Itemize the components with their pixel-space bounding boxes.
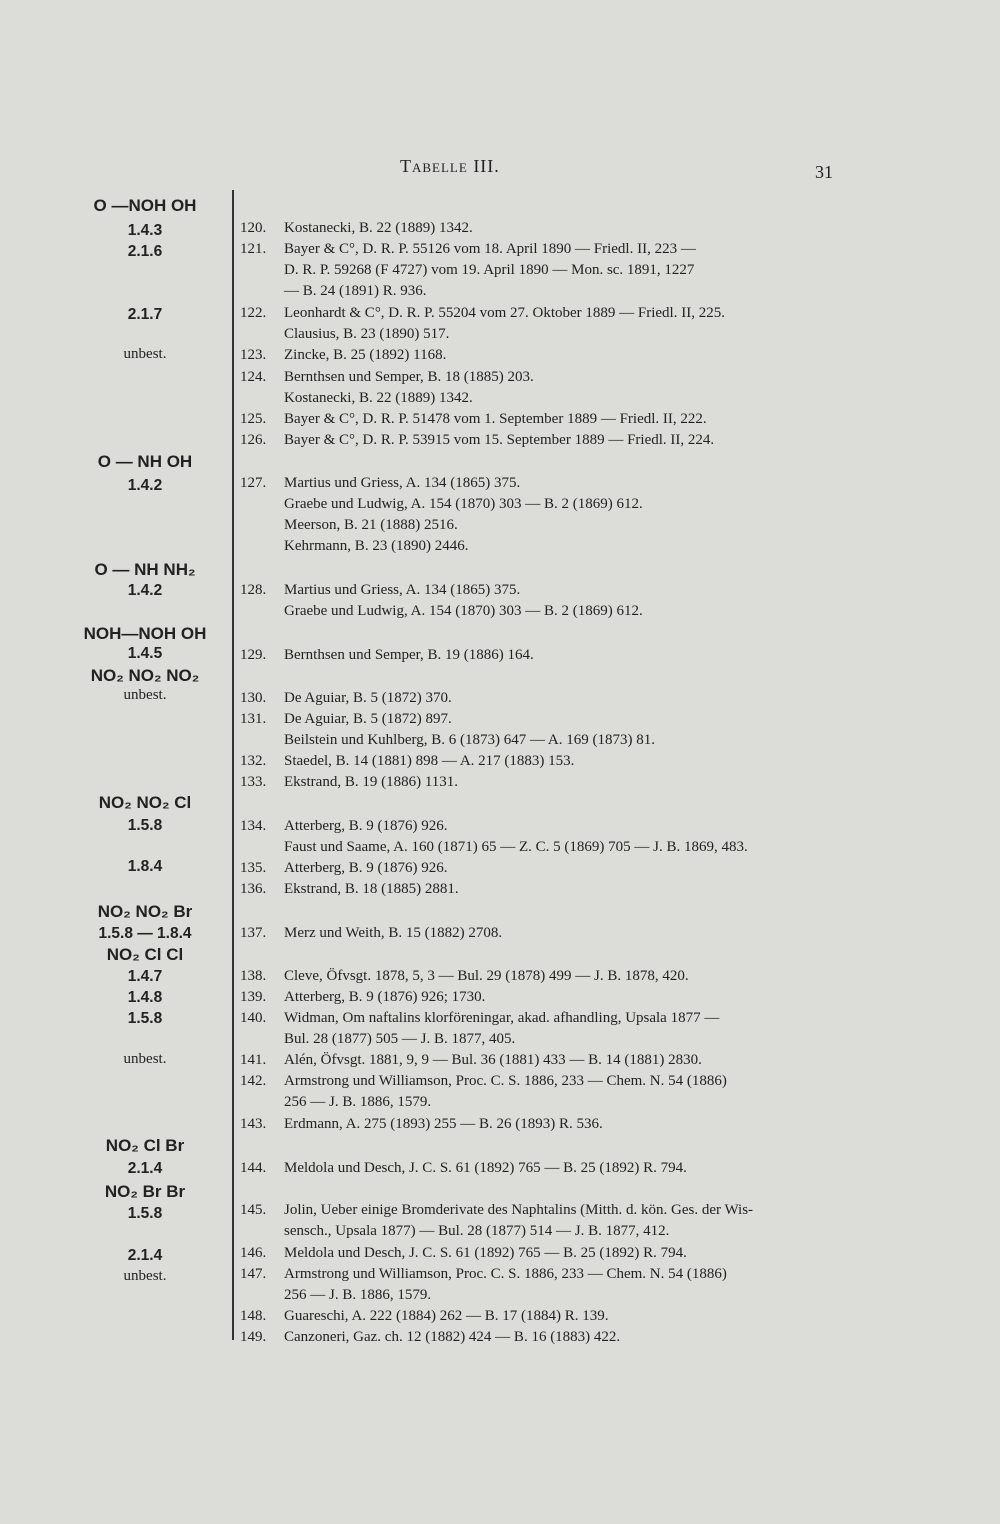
- reference-text: Ekstrand, B. 19 (1886) 1131.: [284, 774, 459, 790]
- reference-number: 145.: [240, 1202, 267, 1218]
- formula-entry: unbest.: [123, 1268, 167, 1284]
- reference-entry: [240, 688, 840, 709]
- table-title: [400, 156, 500, 177]
- reference-text: Graebe und Ludwig, A. 154 (1870) 303 — B. 2 (1869) 612.: [284, 496, 643, 512]
- formula-entry: 1.4.5: [127, 645, 163, 662]
- reference-number: 129.: [240, 647, 267, 663]
- reference-entry: [240, 1200, 840, 1242]
- reference-entry: [240, 1008, 840, 1050]
- reference-line: [240, 772, 840, 793]
- reference-text: Cleve, Öfvsgt. 1878, 5, 3 — Bul. 29 (1878) 499 — J. B. 1878, 420.: [284, 968, 689, 984]
- reference-line: [240, 239, 840, 260]
- reference-text: Bul. 28 (1877) 505 — J. B. 1877, 405.: [284, 1031, 516, 1047]
- reference-line: [240, 1008, 840, 1029]
- reference-entry: [240, 645, 840, 666]
- reference-text: De Aguiar, B. 5 (1872) 897.: [284, 711, 452, 727]
- formula-entry: 1.8.4: [127, 858, 163, 875]
- reference-line: [240, 751, 840, 772]
- reference-number: 140.: [240, 1010, 267, 1026]
- reference-line: [240, 987, 840, 1008]
- reference-entry: [240, 1327, 840, 1348]
- reference-entry: [240, 367, 840, 409]
- column-divider: [232, 190, 234, 1340]
- reference-entry: [240, 1264, 840, 1306]
- formula-entry: 1.4.8: [127, 989, 163, 1006]
- reference-text: Jolin, Ueber einige Bromderivate des Naphtalins (Mitth. d. kön. Ges. der Wis-: [284, 1202, 754, 1218]
- reference-text: Martius und Griess, A. 134 (1865) 375.: [284, 582, 521, 598]
- reference-entry: [240, 1306, 840, 1327]
- reference-line: [240, 1200, 840, 1221]
- reference-text: Bayer & C°, D. R. P. 51478 vom 1. September 1889 — Friedl. II, 222.: [284, 411, 707, 427]
- reference-entry: [240, 1071, 840, 1113]
- reference-number: 138.: [240, 968, 267, 984]
- reference-text: Atterberg, B. 9 (1876) 926.: [284, 860, 448, 876]
- formula-entry: 1.5.8 — 1.8.4: [98, 925, 192, 942]
- reference-entry: [240, 409, 840, 430]
- reference-line: [240, 430, 840, 451]
- formula-entry: NO₂ NO₂ Cl: [98, 793, 192, 812]
- reference-entry: [240, 923, 840, 944]
- reference-text: Bayer & C°, D. R. P. 55126 vom 18. April 1890 — Friedl. II, 223 —: [284, 241, 696, 257]
- reference-text: sensch., Upsala 1877) — Bul. 28 (1877) 514 — J. B. 1877, 412.: [284, 1223, 670, 1239]
- reference-number: 149.: [240, 1329, 267, 1345]
- reference-entry: [240, 1050, 840, 1071]
- reference-line: [240, 688, 840, 709]
- reference-number: 132.: [240, 753, 267, 769]
- reference-number: 136.: [240, 881, 267, 897]
- reference-line: [240, 1158, 840, 1179]
- formula-entry: NO₂ Cl Br: [105, 1136, 185, 1155]
- reference-entry: [240, 772, 840, 793]
- reference-text: D. R. P. 59268 (F 4727) vom 19. April 1890 — Mon. sc. 1891, 1227: [284, 262, 695, 278]
- reference-number: 143.: [240, 1116, 267, 1132]
- reference-line: [240, 281, 840, 302]
- formula-entry: NO₂ Cl Cl: [106, 945, 184, 964]
- reference-entry: [240, 580, 840, 622]
- table-title-text: Tabelle III.: [400, 156, 500, 176]
- reference-text: Erdmann, A. 275 (1893) 255 — B. 26 (1893) R. 536.: [284, 1116, 603, 1132]
- reference-entry: [240, 345, 840, 366]
- reference-text: Armstrong und Williamson, Proc. C. S. 1886, 233 — Chem. N. 54 (1886): [284, 1266, 727, 1282]
- reference-number: 131.: [240, 711, 267, 727]
- reference-number: 144.: [240, 1160, 267, 1176]
- page-header: [0, 152, 1000, 182]
- reference-number: 142.: [240, 1073, 267, 1089]
- formula-entry: 2.1.4: [127, 1160, 163, 1177]
- reference-number: 124.: [240, 369, 267, 385]
- reference-text: Meerson, B. 21 (1888) 2516.: [284, 517, 458, 533]
- reference-text: Kostanecki, B. 22 (1889) 1342.: [284, 390, 473, 406]
- reference-number: 137.: [240, 925, 267, 941]
- formula-entry: NO₂ NO₂ NO₂: [90, 666, 200, 685]
- reference-line: [240, 1327, 840, 1348]
- reference-text: Clausius, B. 23 (1890) 517.: [284, 326, 450, 342]
- reference-number: 148.: [240, 1308, 267, 1324]
- formula-entry: 2.1.7: [127, 306, 163, 323]
- reference-entry: [240, 430, 840, 451]
- formula-entry: unbest.: [123, 346, 167, 362]
- reference-text: Kehrmann, B. 23 (1890) 2446.: [284, 538, 469, 554]
- reference-text: Merz und Weith, B. 15 (1882) 2708.: [284, 925, 503, 941]
- reference-line: [240, 1306, 840, 1327]
- reference-line: [240, 1071, 840, 1092]
- reference-number: 135.: [240, 860, 267, 876]
- reference-line: [240, 601, 840, 622]
- reference-text: Kostanecki, B. 22 (1889) 1342.: [284, 220, 473, 236]
- reference-entry: [240, 816, 840, 858]
- reference-text: Bernthsen und Semper, B. 18 (1885) 203.: [284, 369, 534, 385]
- formula-entry: O — NH OH: [97, 452, 193, 471]
- reference-text: Zincke, B. 25 (1892) 1168.: [284, 347, 447, 363]
- reference-line: [240, 645, 840, 666]
- reference-number: 122.: [240, 305, 267, 321]
- reference-line: [240, 388, 840, 409]
- reference-text: De Aguiar, B. 5 (1872) 370.: [284, 690, 452, 706]
- reference-line: [240, 1092, 840, 1113]
- reference-line: [240, 494, 840, 515]
- formula-entry: O —NOH OH: [93, 196, 197, 215]
- reference-number: 147.: [240, 1266, 267, 1282]
- reference-line: [240, 303, 840, 324]
- reference-text: Graebe und Ludwig, A. 154 (1870) 303 — B. 2 (1869) 612.: [284, 603, 643, 619]
- reference-line: [240, 473, 840, 494]
- formula-entry: unbest.: [123, 1051, 167, 1067]
- formula-entry: 1.4.3: [127, 222, 163, 239]
- reference-text: 256 — J. B. 1886, 1579.: [284, 1094, 432, 1110]
- reference-line: [240, 367, 840, 388]
- reference-line: [240, 730, 840, 751]
- reference-text: Guareschi, A. 222 (1884) 262 — B. 17 (1884) R. 139.: [284, 1308, 609, 1324]
- reference-line: [240, 709, 840, 730]
- reference-text: Ekstrand, B. 18 (1885) 2881.: [284, 881, 459, 897]
- reference-entry: [240, 1243, 840, 1264]
- reference-number: 134.: [240, 818, 267, 834]
- reference-text: Canzoneri, Gaz. ch. 12 (1882) 424 — B. 16 (1883) 422.: [284, 1329, 621, 1345]
- reference-text: Faust und Saame, A. 160 (1871) 65 — Z. C. 5 (1869) 705 — J. B. 1869, 483.: [284, 839, 748, 855]
- formula-entry: 1.5.8: [127, 1010, 163, 1027]
- reference-line: [240, 816, 840, 837]
- reference-line: [240, 515, 840, 536]
- reference-number: 146.: [240, 1245, 267, 1261]
- reference-number: 126.: [240, 432, 267, 448]
- reference-entry: [240, 303, 840, 345]
- reference-text: 256 — J. B. 1886, 1579.: [284, 1287, 432, 1303]
- reference-text: Martius und Griess, A. 134 (1865) 375.: [284, 475, 521, 491]
- reference-entry: [240, 751, 840, 772]
- reference-line: [240, 218, 840, 239]
- reference-line: [240, 324, 840, 345]
- reference-line: [240, 1114, 840, 1135]
- reference-text: Armstrong und Williamson, Proc. C. S. 1886, 233 — Chem. N. 54 (1886): [284, 1073, 727, 1089]
- reference-number: 128.: [240, 582, 267, 598]
- reference-text: — B. 24 (1891) R. 936.: [284, 283, 427, 299]
- reference-line: [240, 923, 840, 944]
- reference-line: [240, 1243, 840, 1264]
- reference-text: Alén, Öfvsgt. 1881, 9, 9 — Bul. 36 (1881) 433 — B. 14 (1881) 2830.: [284, 1052, 702, 1068]
- reference-line: [240, 858, 840, 879]
- formula-entry: unbest.: [123, 687, 167, 703]
- reference-line: [240, 879, 840, 900]
- formula-entry: 1.4.7: [127, 968, 163, 985]
- reference-text: Widman, Om naftalins klorföreningar, akad. afhandling, Upsala 1877 —: [284, 1010, 720, 1026]
- reference-number: 130.: [240, 690, 267, 706]
- reference-line: [240, 966, 840, 987]
- reference-entry: [240, 473, 840, 557]
- reference-number: 139.: [240, 989, 267, 1005]
- formula-entry: 2.1.4: [127, 1247, 163, 1264]
- reference-line: [240, 345, 840, 366]
- reference-line: [240, 837, 840, 858]
- reference-entry: [240, 1114, 840, 1135]
- reference-line: [240, 260, 840, 281]
- reference-text: Atterberg, B. 9 (1876) 926.: [284, 818, 448, 834]
- formula-entry: 1.5.8: [127, 1205, 163, 1222]
- formula-entry: 2.1.6: [127, 243, 163, 260]
- formula-entry: NOH—NOH OH: [83, 624, 207, 643]
- reference-line: [240, 580, 840, 601]
- reference-text: Beilstein und Kuhlberg, B. 6 (1873) 647 — A. 169 (1873) 81.: [284, 732, 655, 748]
- reference-text: Bayer & C°, D. R. P. 53915 vom 15. September 1889 — Friedl. II, 224.: [284, 432, 715, 448]
- reference-line: [240, 1264, 840, 1285]
- formula-entry: 1.4.2: [127, 582, 163, 599]
- formula-entry: NO₂ NO₂ Br: [97, 902, 193, 921]
- reference-text: Bernthsen und Semper, B. 19 (1886) 164.: [284, 647, 534, 663]
- reference-number: 120.: [240, 220, 267, 236]
- reference-line: [240, 409, 840, 430]
- reference-text: Staedel, B. 14 (1881) 898 — A. 217 (1883) 153.: [284, 753, 575, 769]
- reference-entry: [240, 239, 840, 302]
- reference-number: 141.: [240, 1052, 267, 1068]
- reference-number: 133.: [240, 774, 267, 790]
- reference-line: [240, 1285, 840, 1306]
- reference-line: [240, 1221, 840, 1242]
- formula-entry: 1.4.2: [127, 477, 163, 494]
- reference-text: Atterberg, B. 9 (1876) 926; 1730.: [284, 989, 486, 1005]
- reference-text: Meldola und Desch, J. C. S. 61 (1892) 765 — B. 25 (1892) R. 794.: [284, 1245, 687, 1261]
- reference-number: 127.: [240, 475, 267, 491]
- reference-entry: [240, 709, 840, 751]
- reference-line: [240, 536, 840, 557]
- reference-entry: [240, 966, 840, 987]
- reference-number: 125.: [240, 411, 267, 427]
- reference-entry: [240, 1158, 840, 1179]
- reference-number: 123.: [240, 347, 267, 363]
- reference-entry: [240, 879, 840, 900]
- reference-number: 121.: [240, 241, 267, 257]
- reference-entry: [240, 858, 840, 879]
- page-number: 31: [815, 162, 833, 182]
- reference-text: Meldola und Desch, J. C. S. 61 (1892) 765 — B. 25 (1892) R. 794.: [284, 1160, 687, 1176]
- reference-line: [240, 1029, 840, 1050]
- reference-entry: [240, 218, 840, 239]
- formula-entry: O — NH NH₂: [94, 560, 196, 579]
- reference-entry: [240, 987, 840, 1008]
- reference-line: [240, 1050, 840, 1071]
- formula-entry: NO₂ Br Br: [104, 1182, 186, 1201]
- reference-text: Leonhardt & C°, D. R. P. 55204 vom 27. Oktober 1889 — Friedl. II, 225.: [284, 305, 725, 321]
- formula-entry: 1.5.8: [127, 817, 163, 834]
